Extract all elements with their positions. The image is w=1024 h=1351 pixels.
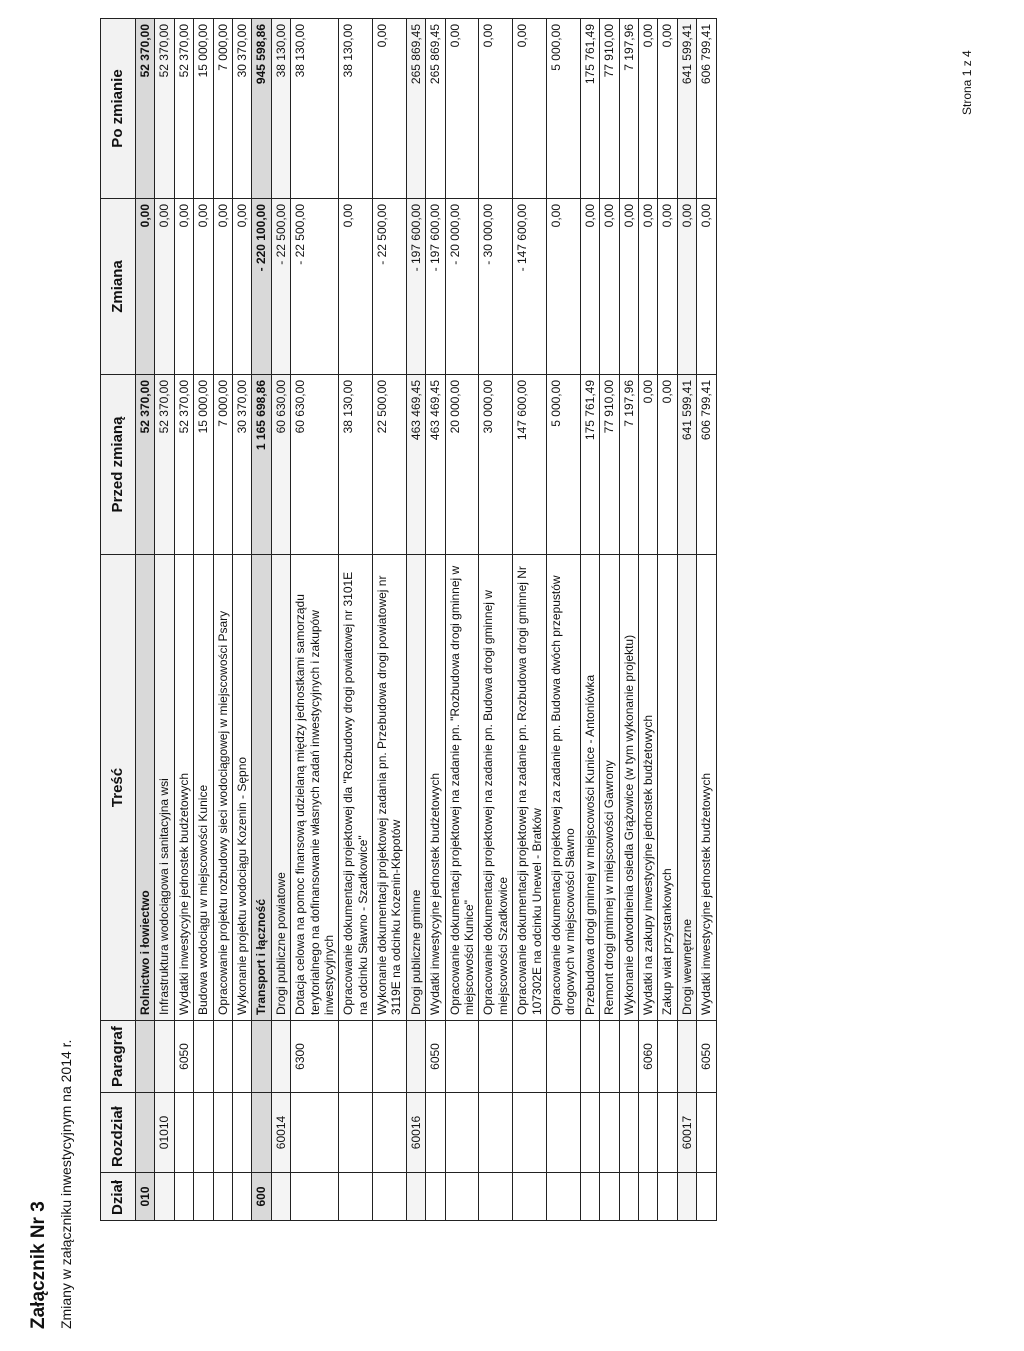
cell-dzial: [339, 1173, 373, 1221]
table-row: [232, 19, 251, 1221]
cell-po: 606 799,41: [697, 19, 716, 199]
cell-rozdzial: [658, 1093, 677, 1173]
cell-zmiana: 0,00: [213, 199, 232, 375]
cell-przed: 60 630,00: [291, 375, 339, 555]
cell-rozdzial: [373, 1093, 407, 1173]
cell-rozdzial: 60016: [406, 1093, 425, 1173]
cell-paragraf: [406, 1021, 425, 1093]
table-row: [600, 19, 619, 1221]
cell-przed: 15 000,00: [194, 375, 213, 555]
cell-paragraf: [373, 1021, 407, 1093]
cell-zmiana: 0,00: [619, 199, 638, 375]
cell-po: 265 869,45: [426, 19, 445, 199]
cell-przed: 22 500,00: [373, 375, 407, 555]
cell-paragraf: [580, 1021, 599, 1093]
cell-tresc: Opracowanie dokumentacji projektowej na zadanie pn. Rozbudowa drogi gminnej Nr 107302E na odcinku Unewel - Bratków: [513, 555, 547, 1021]
cell-dzial: [232, 1173, 251, 1221]
cell-zmiana: 0,00: [339, 199, 373, 375]
cell-zmiana: - 197 600,00: [406, 199, 425, 375]
cell-przed: 52 370,00: [136, 375, 155, 555]
cell-rozdzial: [232, 1093, 251, 1173]
cell-przed: 147 600,00: [513, 375, 547, 555]
col-header-dzial: Dział: [101, 1173, 136, 1221]
table-row: [213, 19, 232, 1221]
cell-paragraf: [232, 1021, 251, 1093]
cell-tresc: Wydatki na zakupy inwestycyjne jednostek budżetowych: [638, 555, 657, 1021]
cell-rozdzial: [638, 1093, 657, 1173]
cell-rozdzial: [174, 1093, 193, 1173]
cell-przed: 463 469,45: [426, 375, 445, 555]
table-row: [445, 19, 479, 1221]
cell-dzial: [445, 1173, 479, 1221]
cell-po: 641 599,41: [677, 19, 696, 199]
cell-paragraf: [194, 1021, 213, 1093]
cell-rozdzial: [600, 1093, 619, 1173]
col-header-zmiana: Zmiana: [101, 199, 136, 375]
cell-zmiana: 0,00: [194, 199, 213, 375]
table-row: [513, 19, 547, 1221]
cell-paragraf: [619, 1021, 638, 1093]
cell-przed: 641 599,41: [677, 375, 696, 555]
cell-tresc: Zakup wiat przystankowych: [658, 555, 677, 1021]
cell-paragraf: [513, 1021, 547, 1093]
cell-rozdzial: 60017: [677, 1093, 696, 1173]
cell-rozdzial: [546, 1093, 580, 1173]
cell-rozdzial: [697, 1093, 716, 1173]
cell-zmiana: 0,00: [546, 199, 580, 375]
cell-po: 30 370,00: [232, 19, 251, 199]
cell-dzial: [546, 1173, 580, 1221]
cell-dzial: [213, 1173, 232, 1221]
cell-po: 0,00: [638, 19, 657, 199]
cell-zmiana: 0,00: [232, 199, 251, 375]
cell-rozdzial: [426, 1093, 445, 1173]
cell-tresc: Wykonanie dokumentacji projektowej zadania pn. Przebudowa drogi powiatowej nr 3119E na odcinku Kozenin-Kłopotów: [373, 555, 407, 1021]
table-row: [658, 19, 677, 1221]
cell-tresc: Wydatki inwestycyjne jednostek budżetowych: [697, 555, 716, 1021]
cell-paragraf: [658, 1021, 677, 1093]
cell-zmiana: - 197 600,00: [426, 199, 445, 375]
table-row: [546, 19, 580, 1221]
cell-przed: 7 000,00: [213, 375, 232, 555]
cell-dzial: [600, 1173, 619, 1221]
col-header-po-zmianie: Po zmianie: [101, 19, 136, 199]
cell-paragraf: 6050: [697, 1021, 716, 1093]
table-row: [677, 19, 696, 1221]
cell-po: 5 000,00: [546, 19, 580, 199]
table-row: [174, 19, 193, 1221]
table-row: [339, 19, 373, 1221]
table-row: [373, 19, 407, 1221]
cell-po: 77 910,00: [600, 19, 619, 199]
cell-tresc: Opracowanie projektu rozbudowy sieci wodociągowej w miejscowości Psary: [213, 555, 232, 1021]
cell-tresc: Infrastruktura wodociągowa i sanitacyjna wsi: [155, 555, 174, 1021]
table-header: [101, 19, 136, 1221]
cell-po: 15 000,00: [194, 19, 213, 199]
cell-przed: 38 130,00: [339, 375, 373, 555]
table-row: [252, 19, 271, 1221]
cell-przed: 30 370,00: [232, 375, 251, 555]
cell-rozdzial: 01010: [155, 1093, 174, 1173]
cell-rozdzial: [136, 1093, 155, 1173]
cell-zmiana: 0,00: [600, 199, 619, 375]
page-number: Strona 1 z 4: [960, 50, 974, 115]
cell-rozdzial: [513, 1093, 547, 1173]
cell-dzial: [155, 1173, 174, 1221]
cell-rozdzial: [339, 1093, 373, 1173]
cell-tresc: Wydatki inwestycyjne jednostek budżetowych: [426, 555, 445, 1021]
cell-tresc: Budowa wodociągu w miejscowości Kunice: [194, 555, 213, 1021]
cell-zmiana: 0,00: [697, 199, 716, 375]
cell-tresc: Remont drogi gminnej w miejscowości Gawrony: [600, 555, 619, 1021]
cell-zmiana: - 147 600,00: [513, 199, 547, 375]
table-row: [580, 19, 599, 1221]
cell-dzial: [194, 1173, 213, 1221]
table-row: [697, 19, 716, 1221]
cell-dzial: [677, 1173, 696, 1221]
table-row: [479, 19, 513, 1221]
cell-zmiana: 0,00: [638, 199, 657, 375]
cell-rozdzial: [479, 1093, 513, 1173]
cell-zmiana: - 220 100,00: [252, 199, 271, 375]
cell-tresc: Opracowanie dokumentacji projektowej na zadanie pn. "Rozbudowa drogi gminnej w miejscowości Kunice": [445, 555, 479, 1021]
table-row: [194, 19, 213, 1221]
cell-przed: 0,00: [658, 375, 677, 555]
cell-rozdzial: 60014: [271, 1093, 290, 1173]
cell-rozdzial: [445, 1093, 479, 1173]
cell-tresc: Wykonanie projektu wodociągu Kozenin - Sępno: [232, 555, 251, 1021]
cell-tresc: Dotacja celowa na pomoc finansową udzielaną między jednostkami samorządu terytorialnego na dofinansowanie własnych zadań inwestycyjnych i zakupów inwestycyjnych: [291, 555, 339, 1021]
table-row: [426, 19, 445, 1221]
table-row: [271, 19, 290, 1221]
table-row: [291, 19, 339, 1221]
cell-zmiana: 0,00: [174, 199, 193, 375]
table-row: [406, 19, 425, 1221]
cell-tresc: Opracowanie dokumentacji projektowej za zadanie pn. Budowa dwóch przepustów drogowych w miejscowości Sławno: [546, 555, 580, 1021]
cell-dzial: [697, 1173, 716, 1221]
cell-tresc: Drogi publiczne powiatowe: [271, 555, 290, 1021]
cell-przed: 30 000,00: [479, 375, 513, 555]
cell-paragraf: [339, 1021, 373, 1093]
col-header-rozdzial: Rozdział: [101, 1093, 136, 1173]
cell-rozdzial: [580, 1093, 599, 1173]
cell-po: 52 370,00: [155, 19, 174, 199]
cell-dzial: [513, 1173, 547, 1221]
cell-zmiana: - 22 500,00: [271, 199, 290, 375]
cell-po: 38 130,00: [339, 19, 373, 199]
cell-rozdzial: [291, 1093, 339, 1173]
cell-paragraf: [271, 1021, 290, 1093]
cell-przed: 77 910,00: [600, 375, 619, 555]
cell-po: 38 130,00: [271, 19, 290, 199]
cell-po: 0,00: [513, 19, 547, 199]
cell-dzial: [479, 1173, 513, 1221]
table-row: [155, 19, 174, 1221]
cell-dzial: [174, 1173, 193, 1221]
cell-przed: 1 165 698,86: [252, 375, 271, 555]
cell-po: 945 598,86: [252, 19, 271, 199]
cell-przed: 52 370,00: [155, 375, 174, 555]
cell-paragraf: 6050: [426, 1021, 445, 1093]
cell-po: 52 370,00: [136, 19, 155, 199]
cell-dzial: [291, 1173, 339, 1221]
cell-zmiana: 0,00: [136, 199, 155, 375]
cell-po: 0,00: [373, 19, 407, 199]
cell-dzial: 600: [252, 1173, 271, 1221]
cell-przed: 7 197,96: [619, 375, 638, 555]
cell-zmiana: - 22 500,00: [291, 199, 339, 375]
table-row: [638, 19, 657, 1221]
table-body: [136, 19, 717, 1221]
cell-dzial: [638, 1173, 657, 1221]
cell-paragraf: [213, 1021, 232, 1093]
col-header-przed-zmiana: Przed zmianą: [101, 375, 136, 555]
cell-rozdzial: [252, 1093, 271, 1173]
cell-tresc: Wydatki inwestycyjne jednostek budżetowych: [174, 555, 193, 1021]
cell-tresc: Drogi wewnętrzne: [677, 555, 696, 1021]
cell-po: 0,00: [658, 19, 677, 199]
cell-po: 0,00: [445, 19, 479, 199]
cell-tresc: Wykonanie odwodnienia osiedla Grążowice (w tym wykonanie projektu): [619, 555, 638, 1021]
cell-przed: 60 630,00: [271, 375, 290, 555]
cell-paragraf: [677, 1021, 696, 1093]
investment-changes-table: [100, 18, 717, 1221]
cell-dzial: [271, 1173, 290, 1221]
cell-rozdzial: [194, 1093, 213, 1173]
cell-przed: 5 000,00: [546, 375, 580, 555]
cell-po: 0,00: [479, 19, 513, 199]
cell-przed: 20 000,00: [445, 375, 479, 555]
cell-rozdzial: [213, 1093, 232, 1173]
cell-zmiana: 0,00: [155, 199, 174, 375]
cell-po: 265 869,45: [406, 19, 425, 199]
cell-tresc: Opracowanie dokumentacji projektowej na zadanie pn. Budowa drogi gminnej w miejscowości Szadkowice: [479, 555, 513, 1021]
col-header-paragraf: Paragraf: [101, 1021, 136, 1093]
cell-paragraf: 6300: [291, 1021, 339, 1093]
cell-przed: 175 761,49: [580, 375, 599, 555]
cell-przed: 52 370,00: [174, 375, 193, 555]
cell-tresc: Opracowanie dokumentacji projektowej dla "Rozbudowy drogi powiatowej nr 3101E na odcinku Sławno - Szadkowice": [339, 555, 373, 1021]
table-row: [619, 19, 638, 1221]
cell-zmiana: - 20 000,00: [445, 199, 479, 375]
cell-dzial: 010: [136, 1173, 155, 1221]
cell-paragraf: [155, 1021, 174, 1093]
cell-zmiana: - 30 000,00: [479, 199, 513, 375]
cell-paragraf: [252, 1021, 271, 1093]
cell-zmiana: - 22 500,00: [373, 199, 407, 375]
cell-przed: 606 799,41: [697, 375, 716, 555]
cell-po: 7 197,96: [619, 19, 638, 199]
cell-przed: 463 469,45: [406, 375, 425, 555]
cell-zmiana: 0,00: [677, 199, 696, 375]
cell-tresc: Transport i łączność: [252, 555, 271, 1021]
col-header-tresc: Treść: [101, 555, 136, 1021]
cell-dzial: [426, 1173, 445, 1221]
cell-paragraf: [445, 1021, 479, 1093]
cell-tresc: Rolnictwo i łowiectwo: [136, 555, 155, 1021]
cell-tresc: Drogi publiczne gminne: [406, 555, 425, 1021]
cell-po: 7 000,00: [213, 19, 232, 199]
cell-dzial: [619, 1173, 638, 1221]
cell-tresc: Przebudowa drogi gminnej w miejscowości Kunice - Antoniówka: [580, 555, 599, 1021]
cell-dzial: [658, 1173, 677, 1221]
cell-po: 52 370,00: [174, 19, 193, 199]
cell-paragraf: [546, 1021, 580, 1093]
cell-dzial: [580, 1173, 599, 1221]
cell-rozdzial: [619, 1093, 638, 1173]
cell-paragraf: [479, 1021, 513, 1093]
page-subtitle: Zmiany w załączniku inwestycyjnym na 2014 r.: [58, 1039, 74, 1329]
cell-dzial: [406, 1173, 425, 1221]
cell-po: 175 761,49: [580, 19, 599, 199]
cell-przed: 0,00: [638, 375, 657, 555]
cell-zmiana: 0,00: [658, 199, 677, 375]
cell-paragraf: 6060: [638, 1021, 657, 1093]
cell-zmiana: 0,00: [580, 199, 599, 375]
cell-paragraf: 6050: [174, 1021, 193, 1093]
cell-paragraf: [600, 1021, 619, 1093]
table-row: [136, 19, 155, 1221]
cell-dzial: [373, 1173, 407, 1221]
cell-paragraf: [136, 1021, 155, 1093]
page-title: Załącznik Nr 3: [28, 1201, 49, 1329]
cell-po: 38 130,00: [291, 19, 339, 199]
